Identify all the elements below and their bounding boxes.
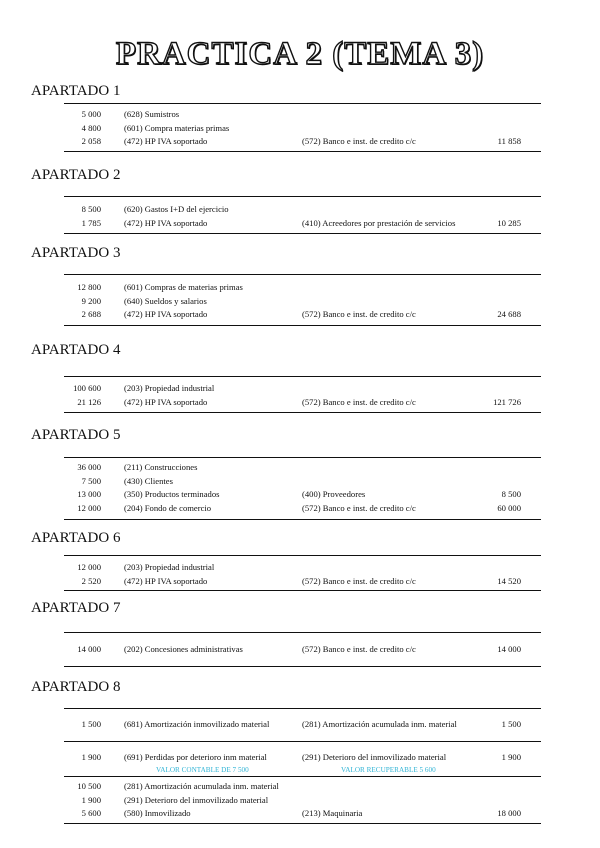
divider [64, 412, 541, 413]
debit-account: (601) Compras de materias primas [124, 282, 243, 292]
divider [64, 151, 541, 152]
debit-account: (430) Clientes [124, 475, 173, 486]
entry-line [64, 475, 541, 489]
entry-line [64, 751, 541, 765]
entry-line [64, 718, 541, 732]
divider [64, 632, 541, 633]
debit-amount: 10 500 [77, 781, 101, 791]
debit-amount: 2 688 [81, 309, 101, 319]
section-heading: APARTADO 7 [31, 600, 121, 616]
debit-amount: 36 000 [77, 462, 101, 472]
divider [64, 776, 541, 777]
debit-amount: 12 000 [77, 562, 101, 572]
credit-account: (572) Banco e inst. de credito c/c [302, 136, 416, 146]
debit-account: (640) Sueldos y salarios [124, 295, 207, 306]
debit-amount: 1 785 [81, 217, 101, 228]
entry-line [64, 807, 541, 821]
debit-account: (472) HP IVA soportado [124, 396, 208, 407]
credit-account: (410) Acreedores por prestación de servicios [302, 217, 456, 228]
section-heading: APARTADO 8 [31, 679, 121, 695]
debit-account: (628) Sumistros [124, 109, 180, 119]
divider [64, 823, 541, 824]
debit-amount: 7 500 [81, 475, 101, 486]
section-heading: APARTADO 6 [31, 530, 121, 546]
journal-entry [64, 643, 541, 657]
journal-entry [64, 203, 541, 230]
credit-account: (281) Amortización acumulada inm. material [302, 719, 457, 729]
credit-amount: 8 500 [501, 489, 521, 499]
entry-line [64, 295, 541, 309]
credit-account: (400) Proveedores [302, 489, 366, 499]
credit-amount: 121 726 [493, 396, 521, 407]
entry-line [64, 217, 541, 231]
debit-account: (691) Perdidas por deterioro inm material [124, 752, 267, 762]
journal-entry [64, 780, 541, 821]
debit-amount: 5 000 [81, 109, 101, 119]
divider [64, 274, 541, 275]
entry-line [64, 794, 541, 808]
section-heading: APARTADO 1 [31, 83, 121, 99]
divider [64, 708, 541, 709]
debit-amount: 1 900 [81, 752, 101, 762]
section-heading: APARTADO 3 [31, 245, 121, 261]
debit-account: (203) Propiedad industrial [124, 383, 215, 393]
credit-amount: 11 858 [497, 136, 521, 146]
divider [64, 555, 541, 556]
divider [64, 376, 541, 377]
credit-amount: 18 000 [497, 808, 521, 818]
debit-account: (601) Compra materias primas [124, 122, 230, 133]
credit-account: (572) Banco e inst. de credito c/c [302, 575, 416, 586]
valor-recuperable-note: VALOR RECUPERABLE 5 600 [341, 766, 436, 774]
entry-line [64, 575, 541, 589]
credit-account: (572) Banco e inst. de credito c/c [302, 502, 416, 513]
debit-amount: 2 058 [81, 136, 101, 146]
credit-account: (572) Banco e inst. de credito c/c [302, 644, 416, 654]
credit-amount: 14 000 [497, 644, 521, 654]
debit-account: (620) Gastos I+D del ejercicio [124, 204, 229, 214]
credit-amount: 1 500 [501, 719, 521, 729]
entry-line [64, 561, 541, 575]
debit-account: (211) Construcciones [124, 462, 198, 472]
debit-amount: 9 200 [81, 295, 101, 306]
debit-account: (472) HP IVA soportado [124, 217, 208, 228]
page-title: PRACTICA 2 (TEMA 3) [115, 36, 485, 72]
debit-amount: 1 500 [81, 719, 101, 729]
debit-amount: 4 800 [81, 122, 101, 133]
debit-account: (472) HP IVA soportado [124, 136, 208, 146]
credit-amount: 24 688 [497, 309, 521, 319]
divider [64, 666, 541, 667]
debit-amount: 12 800 [77, 282, 101, 292]
entry-line [64, 382, 541, 396]
credit-amount: 60 000 [497, 502, 521, 513]
valor-contable-note: VALOR CONTABLE DE 7 500 [156, 766, 249, 774]
debit-amount: 12 000 [77, 502, 101, 513]
entry-line [64, 396, 541, 410]
journal-entry [64, 461, 541, 515]
section-heading: APARTADO 5 [31, 427, 121, 443]
credit-amount: 10 285 [497, 217, 521, 228]
entry-line [64, 135, 541, 149]
debit-amount: 1 900 [81, 794, 101, 805]
journal-entry [64, 718, 541, 732]
journal-entry [64, 108, 541, 149]
divider [64, 590, 541, 591]
divider [64, 457, 541, 458]
credit-account: (213) Maquinaria [302, 808, 363, 818]
debit-account: (472) HP IVA soportado [124, 309, 208, 319]
debit-amount: 8 500 [81, 204, 101, 214]
debit-account: (291) Deterioro del inmovilizado material [124, 794, 269, 805]
debit-account: (202) Concesiones administrativas [124, 644, 243, 654]
journal-entry [64, 751, 541, 765]
debit-amount: 21 126 [77, 396, 101, 407]
credit-account: (572) Banco e inst. de credito c/c [302, 309, 416, 319]
debit-amount: 14 000 [77, 644, 101, 654]
debit-amount: 100 600 [73, 383, 101, 393]
debit-account: (203) Propiedad industrial [124, 562, 215, 572]
divider [64, 196, 541, 197]
debit-amount: 2 520 [81, 575, 101, 586]
entry-line [64, 461, 541, 475]
entry-line [64, 780, 541, 794]
entry-line [64, 122, 541, 136]
debit-account: (204) Fondo de comercio [124, 502, 212, 513]
journal-entry [64, 561, 541, 588]
debit-amount: 5 600 [81, 808, 101, 818]
debit-account: (281) Amortización acumulada inm. material [124, 781, 279, 791]
debit-amount: 13 000 [77, 489, 101, 499]
divider [64, 233, 541, 234]
debit-account: (580) Inmovilizado [124, 808, 191, 818]
entry-line [64, 108, 541, 122]
divider [64, 325, 541, 326]
credit-amount: 1 900 [501, 752, 521, 762]
entry-line [64, 502, 541, 516]
section-heading: APARTADO 2 [31, 167, 121, 183]
credit-amount: 14 520 [497, 575, 521, 586]
entry-line [64, 488, 541, 502]
divider [64, 519, 541, 520]
debit-account: (681) Amortización inmovilizado material [124, 719, 270, 729]
journal-entry [64, 281, 541, 322]
journal-entry [64, 382, 541, 409]
entry-line [64, 308, 541, 322]
credit-account: (291) Deterioro del inmovilizado material [302, 752, 447, 762]
entry-line [64, 281, 541, 295]
entry-line [64, 203, 541, 217]
credit-account: (572) Banco e inst. de credito c/c [302, 396, 416, 407]
debit-account: (350) Productos terminados [124, 489, 220, 499]
entry-line [64, 643, 541, 657]
divider [64, 103, 541, 104]
debit-account: (472) HP IVA soportado [124, 575, 208, 586]
section-heading: APARTADO 4 [31, 342, 121, 358]
divider [64, 741, 541, 742]
